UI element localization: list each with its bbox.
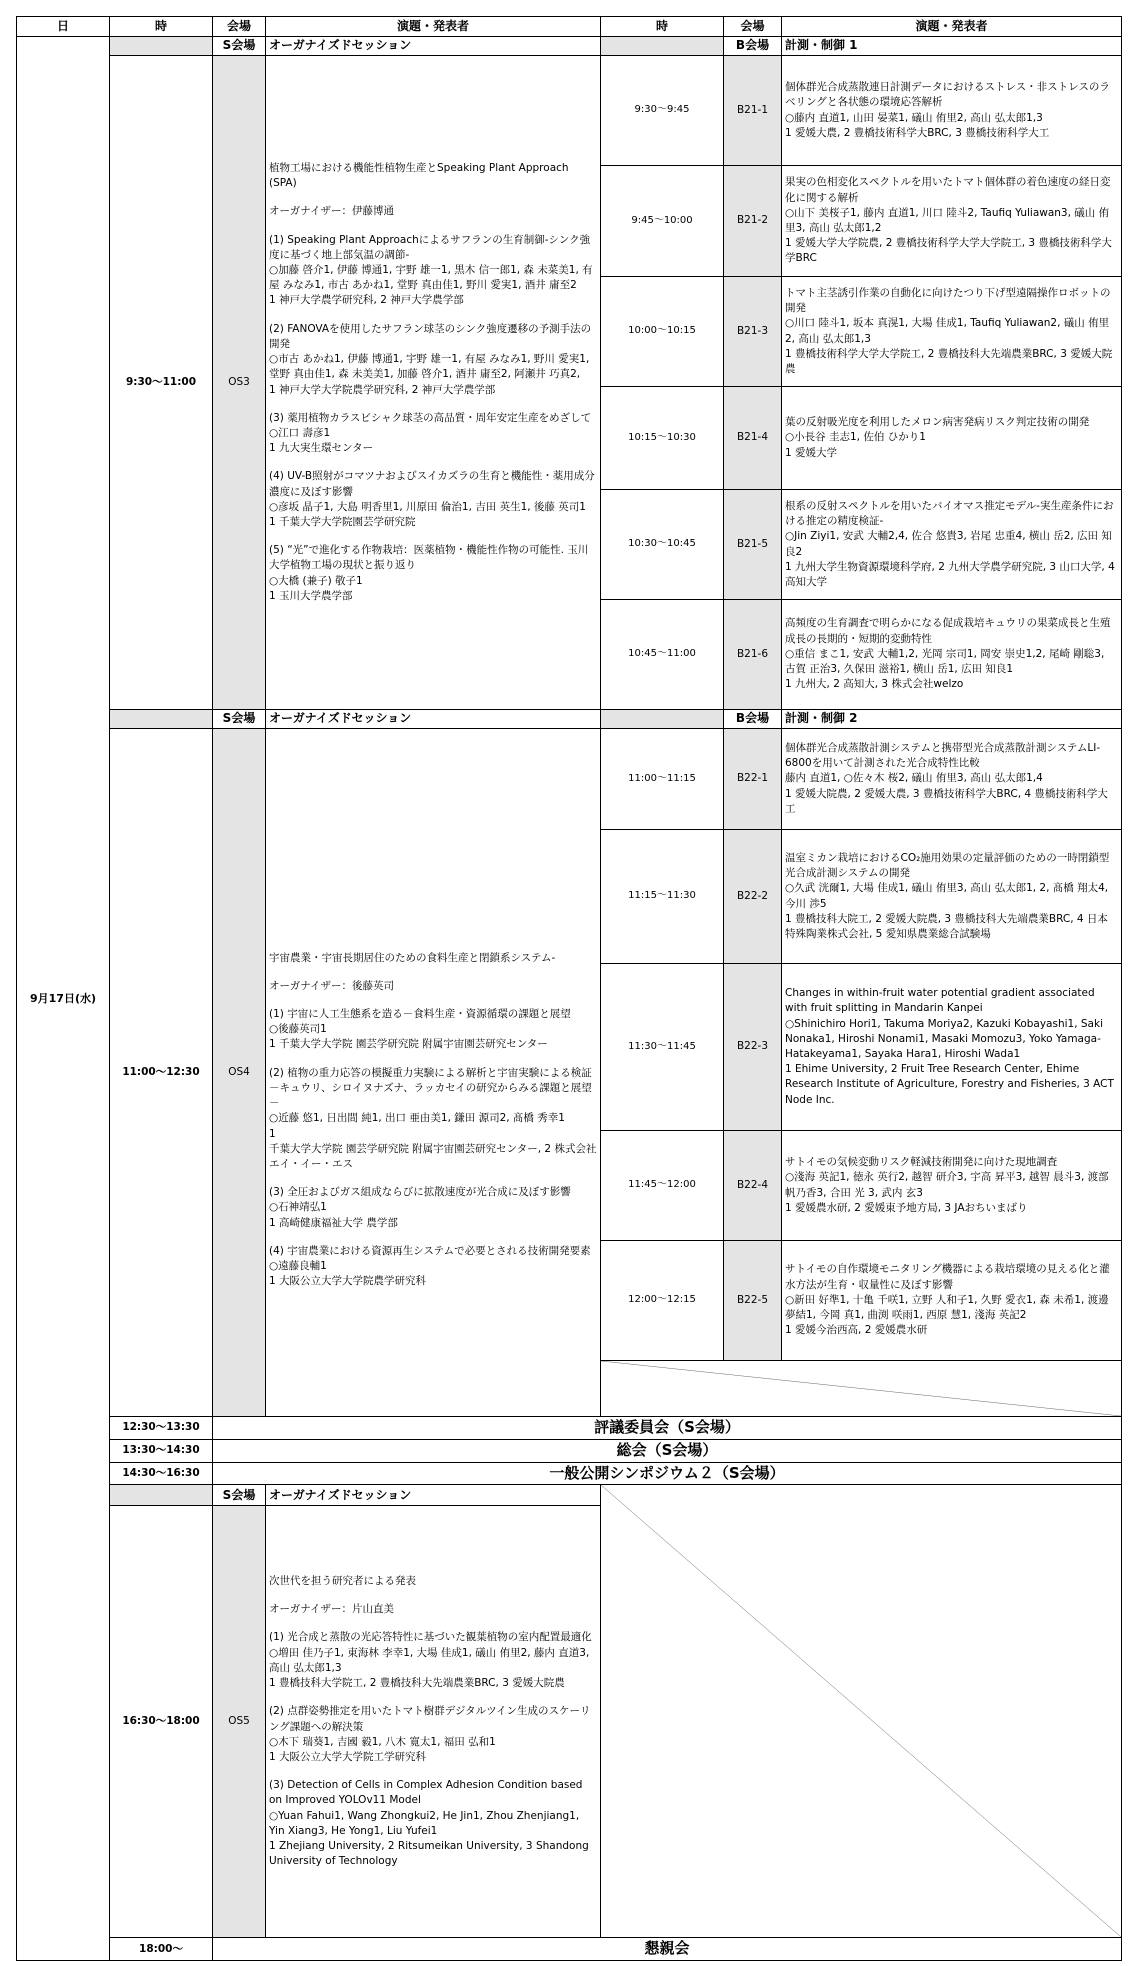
talk-affiliation: 1 九大実生環センター — [269, 442, 374, 455]
header-time: 時 — [110, 17, 213, 37]
talk-authors: ○Jin Ziyi1, 安武 大輔2,4, 佐合 悠貴3, 岩尾 忠重4, 横山 岳2, 広田 知良2 — [785, 530, 1112, 558]
os5-talk — [269, 1704, 597, 1765]
talk-affiliation: 1 愛媛大院農, 2 愛媛大農, 3 豊橋技術科学大BRC, 4 豊橋技術科学大工 — [785, 787, 1108, 815]
b22-2-text — [782, 830, 1122, 964]
talk-affiliation: 1 高崎健康福祉大学 農学部 — [269, 1216, 398, 1229]
os3-paragraph — [269, 161, 597, 191]
talk-authors: ○遠藤良輔1 — [269, 1260, 327, 1273]
os4-talk — [269, 1244, 597, 1290]
os3-code: OS3 — [213, 56, 266, 710]
os4-code: OS4 — [213, 729, 266, 1417]
event-title: 総会（S会場） — [213, 1439, 1122, 1462]
b21-1-time: 9:30～9:45 — [601, 56, 724, 166]
talk-title: (2) 植物の重力応答の模擬重力実験による解析と宇宙実験による検証－キュウリ、シロイヌナズナ、ラッカセイの研究からみる課題と展望－ — [269, 1066, 592, 1110]
talk-authors: ○藤内 直道1, 山田 晏菜1, 礒山 侑里2, 高山 弘太郎1,3 — [785, 111, 1043, 124]
talk-title: 高頻度の生育調査で明らかになる促成栽培キュウリの果菜成長と生殖成長の長期的・短期的変動特性 — [785, 617, 1111, 645]
talk-title: (1) Speaking Plant Approachによるサフランの生育制御-シンク強度に基づく地上部気温の調節- — [269, 233, 591, 261]
b22-3-time: 11:30～11:45 — [601, 964, 724, 1131]
os3-talk — [269, 469, 597, 530]
talk-title: (2) FANOVAを使用したサフラン球茎のシンク強度遷移の予測手法の開発 — [269, 322, 592, 350]
event-time: 13:30～14:30 — [110, 1439, 213, 1462]
event-row — [17, 1439, 1122, 1462]
talk-title: (3) Detection of Cells in Complex Adhesion Condition based on Improved YOLOv11 Model — [269, 1779, 583, 1807]
os4-talk — [269, 1066, 597, 1173]
b22-5-code: B22-5 — [724, 1241, 782, 1361]
header-venue: 会場 — [213, 17, 266, 37]
talk-authors: ○川口 陸斗1, 坂本 真滉1, 大場 佳成1, Taufiq Yuliawan2, 礒山 侑里2, 高山 弘太郎1,3 — [785, 317, 1110, 345]
b22-session-name: 計測・制御 2 — [782, 710, 1122, 729]
talk-title: (3) 全圧およびガス組成ならびに拡散速度が光合成に及ぼす影響 — [269, 1186, 571, 1199]
os3-talk — [269, 233, 597, 309]
talk-authors: ○市古 あかね1, 伊藤 博通1, 宇野 雄一1, 有屋 みなみ1, 野川 愛実1, 堂野 真由佳1, 森 未美美1, 加藤 啓介1, 酒井 庸至2, 阿瀬井 巧真2, — [269, 353, 590, 381]
empty-slot — [601, 1361, 1122, 1417]
os3-venue: S会場 — [213, 37, 266, 56]
os5-body — [266, 1506, 601, 1938]
header-venue-b: 会場 — [724, 17, 782, 37]
os4-paragraph — [269, 951, 597, 966]
schedule-table — [16, 16, 1122, 1961]
session-header-row — [17, 37, 1122, 56]
talk-authors: 藤内 直道1, ○佐々木 桜2, 礒山 侑里3, 高山 弘太郎1,4 — [785, 772, 1043, 785]
b21-2-text — [782, 166, 1122, 277]
talk-authors: ○増田 佳乃子1, 東海林 李幸1, 大場 佳成1, 礒山 侑里2, 藤内 直道3, 高山 弘太郎1,3 — [269, 1646, 590, 1674]
talk-title: 温室ミカン栽培におけるCO₂施用効果の定量評価のための一時閉鎖型光合成計測システムの開発 — [785, 851, 1110, 880]
talk-affiliation: 1 愛媛今治西高, 2 愛媛農水研 — [785, 1324, 928, 1337]
os4-session-type: オーガナイズドセッション — [266, 710, 601, 729]
talk-authors: ○淺海 英記1, 徳永 英行2, 越智 研介3, 宇高 昇平3, 越智 晨斗3, 渡部 帆乃香3, 合田 光 3, 武内 玄3 — [785, 1171, 1109, 1199]
talk-authors: ○後藤英司1 — [269, 1023, 327, 1036]
os4-talk — [269, 1185, 597, 1231]
b22-1-text — [782, 729, 1122, 830]
final-event-time: 18:00～ — [110, 1938, 213, 1961]
b21-1-code: B21-1 — [724, 56, 782, 166]
talk-title: 果実の色相変化スペクトルを用いたトマト個体群の着色速度の経日変化に関する解析 — [785, 176, 1111, 204]
os3-body — [266, 56, 601, 710]
header-row — [17, 17, 1122, 37]
final-event-title: 懇親会 — [213, 1938, 1122, 1961]
talk-authors: ○Shinichiro Hori1, Takuma Moriya2, Kazuki Kobayashi1, Saki Nonaka1, Hiroshi Nonami1, Masaki Momozu3, Yoko Yamaga-Hatakeyama1, Sayaka Hara1, Hiroshi Wada1 — [785, 1017, 1103, 1060]
os5-theme: 次世代を担う研究者による発表 — [269, 1575, 416, 1587]
talk-affiliation: 1 豊橋技科大学院工, 2 豊橋技科大先端農業BRC, 3 愛媛大院農 — [269, 1677, 565, 1690]
talk-affiliation: 千葉大学大学院 園芸学研究院 附属宇宙園芸研究センター, 2 株式会社 エイ・イー・エス — [269, 1142, 597, 1170]
event-time: 12:30～13:30 — [110, 1417, 213, 1440]
talk-title: Changes in within-fruit water potential gradient associated with fruit splitting in Mandarin Kanpei — [785, 987, 1095, 1015]
b21-1-text — [782, 56, 1122, 166]
talk-authors: ○木下 瑞葵1, 吉國 毅1, 八木 寛太1, 福田 弘和1 — [269, 1735, 496, 1748]
b21-3-code: B21-3 — [724, 277, 782, 387]
diagonal-line — [601, 1485, 1121, 1937]
session-header-row — [17, 1485, 1122, 1506]
os5-session-type: オーガナイズドセッション — [266, 1485, 601, 1506]
os4-organizer: オーガナイザー：後藤英司 — [269, 979, 395, 992]
blank-cell — [110, 710, 213, 729]
os5-time: 16:30～18:00 — [110, 1506, 213, 1938]
talk-title: サトイモの気候変動リスク軽減技術開発に向けた現地調査 — [785, 1156, 1058, 1169]
header-time-b: 時 — [601, 17, 724, 37]
b21-4-code: B21-4 — [724, 387, 782, 490]
talk-affiliation: 1 愛媛大学大学院農, 2 豊橋技術科学大学大学院工, 3 豊橋技術科学大学BRC — [785, 237, 1112, 265]
b21-venue: B会場 — [724, 37, 782, 56]
b21-4-text — [782, 387, 1122, 490]
os4-paragraph — [269, 979, 597, 994]
final-event-row — [17, 1938, 1122, 1961]
os5-talk — [269, 1778, 597, 1869]
talk-affiliation: 1 九州大学生物資源環境科学府, 2 九州大学農学研究院, 3 山口大学, 4 高知大学 — [785, 560, 1115, 588]
talk-affiliation: 1 千葉大学大学院園芸学研究院 — [269, 516, 416, 529]
talk-title: (2) 点群姿勢推定を用いたトマト樹群デジタルツイン生成のスケーリング課題への解決策 — [269, 1705, 591, 1733]
talk-authors: ○大橋 (兼子) 敬子1 — [269, 574, 363, 587]
talk-authors: ○Yuan Fahui1, Wang Zhongkui2, He Jin1, Zhou Zhenjiang1, Yin Xiang3, He Yong1, Liu Yufei1 — [269, 1809, 580, 1837]
talk-authors: ○彦坂 晶子1, 大島 明香里1, 川原田 倫治1, 吉田 英生1, 後藤 英司1 — [269, 500, 586, 513]
event-title: 評議委員会（S会場） — [213, 1417, 1122, 1440]
talk-affiliation: 1 玉川大学農学部 — [269, 589, 353, 602]
os4-venue: S会場 — [213, 710, 266, 729]
talk-affiliation: 1 Zhejiang University, 2 Ritsumeikan University, 3 Shandong University of Technology — [269, 1840, 589, 1868]
b22-5-text — [782, 1241, 1122, 1361]
b22-2-code: B22-2 — [724, 830, 782, 964]
talk-authors: ○小長谷 圭志1, 佐伯 ひかり1 — [785, 431, 926, 444]
os5-talk — [269, 1630, 597, 1691]
talk-title: 根系の反射スペクトルを用いたバイオマス推定モデル-実生産条件における推定の精度検証- — [785, 499, 1114, 528]
b21-row — [17, 56, 1122, 166]
b22-4-code: B22-4 — [724, 1131, 782, 1241]
os5-code: OS5 — [213, 1506, 266, 1938]
talk-authors: ○江口 壽彦1 — [269, 426, 331, 439]
talk-title: (5) “光”で進化する作物栽培：医薬植物・機能性作物の可能性. 玉川大学植物工場の現状と振り返り — [269, 544, 589, 572]
talk-authors: ○加藤 啓介1, 伊藤 博通1, 宇野 雄一1, 黒木 信一郎1, 森 未菜美1, 有屋 みなみ1, 市古 あかね1, 堂野 真由佳1, 野川 愛実1, 酒井 庸至2 — [269, 263, 593, 292]
day-cell: 9月17日(水) — [17, 37, 110, 1961]
diagonal-line — [601, 1361, 1121, 1416]
os4-time: 11:00～12:30 — [110, 729, 213, 1417]
talk-title: サトイモの自作環境モニタリング機器による栽培環境の見える化と灌水方法が生育・収量性に及ぼす影響 — [785, 1263, 1110, 1291]
header-day: 日 — [17, 17, 110, 37]
b22-4-time: 11:45～12:00 — [601, 1131, 724, 1241]
os3-organizer: オーガナイザー：伊藤博通 — [269, 205, 395, 218]
os4-body — [266, 729, 601, 1417]
talk-affiliation: 1 九州大, 2 高知大, 3 株式会社welzo — [785, 678, 964, 691]
os4-talk — [269, 1007, 597, 1053]
blank-cell — [110, 37, 213, 56]
os3-talk — [269, 322, 597, 398]
talk-affiliation: 1 豊橋技術科学大学大学院工, 2 豊橋技科大先端農業BRC, 3 愛媛大院農 — [785, 347, 1113, 375]
talk-title: 個体群光合成蒸散連日計測データにおけるストレス・非ストレスのラベリングと各状態の環境応答解析 — [785, 81, 1110, 109]
talk-authors: ○重信 まこ1, 安武 大輔1,2, 光岡 宗司1, 岡安 崇史1,2, 尾崎 剛聡3, 古賀 正治3, 久保田 滋裕1, 横山 岳1, 広田 知良1 — [785, 647, 1105, 676]
talk-affiliation: 1 愛媛農水研, 2 愛媛東予地方局, 3 JAおちいまばり — [785, 1201, 1028, 1214]
talk-title: (1) 宇宙に人工生態系を造る－食料生産・資源循環の課題と展望 — [269, 1007, 571, 1020]
os4-theme: 宇宙農業・宇宙長期居住のための食料生産と閉鎖系システム- — [269, 951, 556, 964]
event-time: 14:30～16:30 — [110, 1462, 213, 1485]
talk-affiliation: 1 神戸大学大学院農学研究科, 2 神戸大学農学部 — [269, 383, 496, 396]
talk-affiliation: 1 — [269, 1127, 276, 1140]
b21-2-time: 9:45～10:00 — [601, 166, 724, 277]
talk-authors: ○山下 美桜子1, 藤内 直道1, 川口 陸斗2, Taufiq Yuliawan3, 礒山 侑里3, 高山 弘太郎1,2 — [785, 206, 1110, 234]
os3-paragraph — [269, 204, 597, 219]
talk-authors: ○新田 好準1, 十亀 千咲1, 立野 人和子1, 久野 愛衣1, 森 未希1, 渡邊 夢結1, 今岡 真1, 曲渕 咲雨1, 西原 慧1, 淺海 英記2 — [785, 1293, 1109, 1322]
b22-1-time: 11:00～11:15 — [601, 729, 724, 830]
event-title: 一般公開シンポジウム２（S会場） — [213, 1462, 1122, 1485]
b21-6-text — [782, 600, 1122, 710]
b22-2-time: 11:15～11:30 — [601, 830, 724, 964]
b21-4-time: 10:15～10:30 — [601, 387, 724, 490]
b21-3-text — [782, 277, 1122, 387]
b22-3-text — [782, 964, 1122, 1131]
os3-time: 9:30～11:00 — [110, 56, 213, 710]
b21-6-time: 10:45～11:00 — [601, 600, 724, 710]
blank-cell — [601, 37, 724, 56]
talk-authors: ○久武 洸爾1, 大場 佳成1, 礒山 侑里3, 高山 弘太郎1, 2, 髙橋 翔太4, 今川 渉5 — [785, 882, 1109, 910]
talk-affiliation: 1 愛媛大農, 2 豊橋技術科学大BRC, 3 豊橋技術科学大工 — [785, 126, 1050, 139]
os3-theme: 植物工場における機能性植物生産とSpeaking Plant Approach (SPA) — [269, 161, 569, 190]
header-title-b: 演題・発表者 — [782, 17, 1122, 37]
session-header-row — [17, 710, 1122, 729]
talk-title: (4) 宇宙農業における資源再生システムで必要とされる技術開発要素 — [269, 1244, 591, 1257]
talk-affiliation: 1 豊橋技科大院工, 2 愛媛大院農, 3 豊橋技科大先端農業BRC, 4 日本特殊陶業株式会社, 5 愛知県農業総合試験場 — [785, 912, 1108, 940]
event-row — [17, 1462, 1122, 1485]
b22-5-time: 12:00～12:15 — [601, 1241, 724, 1361]
talk-affiliation: 1 千葉大学大学院 園芸学研究院 附属宇宙園芸研究センター — [269, 1038, 548, 1051]
event-row — [17, 1417, 1122, 1440]
b21-5-time: 10:30～10:45 — [601, 490, 724, 600]
talk-title: 個体群光合成蒸散計測システムと携帯型光合成蒸散計測システムLI-6800を用いて計測された光合成特性比較 — [785, 741, 1101, 770]
b21-session-name: 計測・制御 1 — [782, 37, 1122, 56]
header-title: 演題・発表者 — [266, 17, 601, 37]
b21-3-time: 10:00～10:15 — [601, 277, 724, 387]
talk-title: 葉の反射吸光度を利用したメロン病害発病リスク判定技術の開発 — [785, 416, 1090, 429]
os3-talk — [269, 411, 597, 457]
b21-6-code: B21-6 — [724, 600, 782, 710]
b22-1-code: B22-1 — [724, 729, 782, 830]
talk-affiliation: 1 Ehime University, 2 Fruit Tree Research Center, Ehime Research Institute of Agriculture, Forestry and Fisheries, 3 ACT Node Inc. — [785, 1063, 1114, 1106]
os5-paragraph — [269, 1602, 597, 1617]
b21-2-code: B21-2 — [724, 166, 782, 277]
talk-affiliation: 1 神戸大学農学研究科, 2 神戸大学農学部 — [269, 294, 464, 307]
talk-title: (4) UV-B照射がコマツナおよびスイカズラの生育と機能性・薬用成分濃度に及ぼす影響 — [269, 470, 595, 498]
talk-title: (3) 薬用植物カラスビシャク球茎の高品質・周年安定生産をめざして — [269, 411, 592, 424]
b21-5-text — [782, 490, 1122, 600]
talk-title: トマト主茎誘引作業の自動化に向けたつり下げ型遠隔操作ロボットの開発 — [785, 286, 1111, 315]
talk-authors: ○石神靖弘1 — [269, 1201, 327, 1214]
os5-venue: S会場 — [213, 1485, 266, 1506]
talk-affiliation: 1 大阪公立大学大学院工学研究科 — [269, 1750, 427, 1763]
os3-session-type: オーガナイズドセッション — [266, 37, 601, 56]
os3-talk — [269, 543, 597, 604]
b21-5-code: B21-5 — [724, 490, 782, 600]
talk-authors: ○近藤 悠1, 日出間 純1, 出口 亜由美1, 鎌田 源司2, 髙橋 秀幸1 — [269, 1112, 565, 1125]
talk-affiliation: 1 愛媛大学 — [785, 446, 838, 459]
blank-cell — [110, 1485, 213, 1506]
os5-organizer: オーガナイザー：片山直美 — [269, 1603, 395, 1616]
talk-title: (1) 光合成と蒸散の光応答特性に基づいた観葉植物の室内配置最適化 — [269, 1631, 592, 1644]
b22-4-text — [782, 1131, 1122, 1241]
b22-3-code: B22-3 — [724, 964, 782, 1131]
b22-row — [17, 729, 1122, 830]
b22-venue: B会場 — [724, 710, 782, 729]
os5-paragraph — [269, 1574, 597, 1589]
empty-slot — [601, 1485, 1122, 1938]
blank-cell — [601, 710, 724, 729]
talk-affiliation: 1 大阪公立大学大学院農学研究科 — [269, 1275, 427, 1288]
